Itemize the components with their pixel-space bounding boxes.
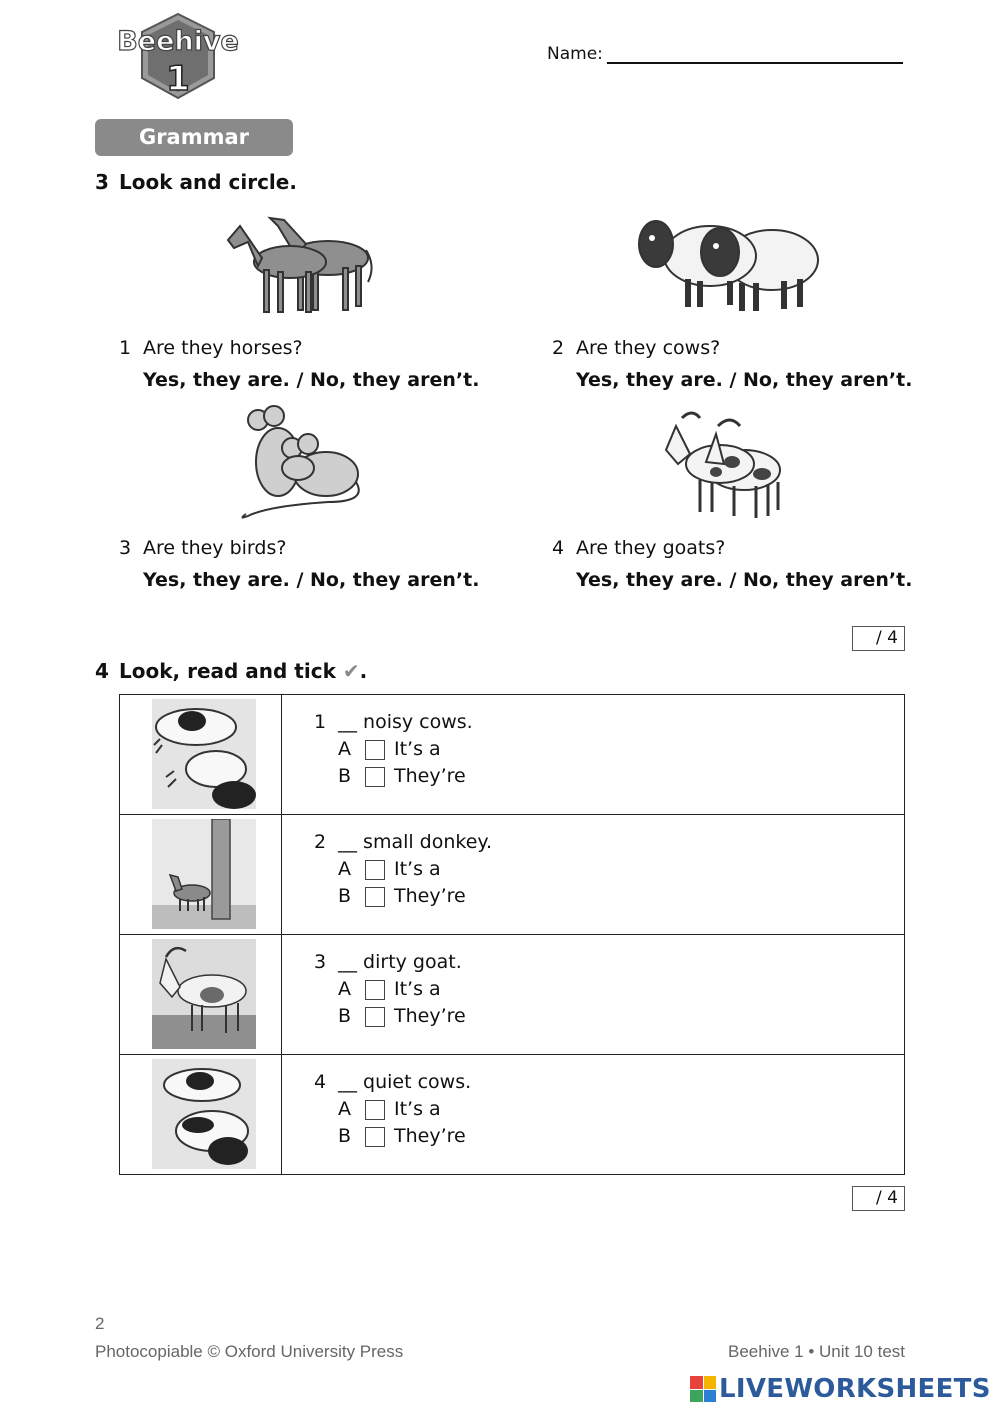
ex3-answer-choices-4[interactable]: Yes, they are. / No, they aren’t. [576,569,913,591]
noisy-cows-picture [152,699,256,809]
row-2-text-cell [282,815,905,935]
donkey-picture [152,819,256,929]
row-1-image-cell [120,695,282,815]
row-2-checkbox-b[interactable] [365,887,385,907]
liveworksheets-wordmark: LIVEWORKSHEETS [719,1374,991,1404]
row-2-sentence: 2 __ small donkey. [314,831,493,853]
exercise-3-title [95,170,297,194]
tick-icon: ✔ [342,659,360,683]
row-3-option-a: A It’s a [338,978,441,1000]
ex3-question-4: 4 Are they goats? [552,537,726,559]
row-4-option-b: B They’re [338,1125,466,1147]
ex3-answer-choices-1[interactable]: Yes, they are. / No, they aren’t. [143,369,480,391]
liveworksheets-logo-icon [690,1376,716,1402]
ex3-answer-choices-2[interactable]: Yes, they are. / No, they aren’t. [576,369,913,391]
beehive-logo [112,12,246,104]
horses-picture [218,208,378,324]
row-2-checkbox-a[interactable] [365,860,385,880]
table-row [120,1055,905,1175]
row-4-option-a: A It’s a [338,1098,441,1120]
exercise-4-instruction: Look, read and tick [119,659,336,683]
table-row [120,815,905,935]
exercise-3-instruction: Look and circle. [119,170,297,194]
ex4-score-box[interactable]: / 4 [852,1186,905,1211]
row-3-sentence: 3 __ dirty goat. [314,951,462,973]
row-2-option-b: B They’re [338,885,466,907]
ex3-answer-choices-3[interactable]: Yes, they are. / No, they aren’t. [143,569,480,591]
exercise-4-title: 4 Look, read and tick ✔. [95,659,368,683]
row-2-image-cell [120,815,282,935]
quiet-cows-picture [152,1059,256,1169]
row-3-checkbox-b[interactable] [365,1007,385,1027]
row-1-option-a: A It’s a [338,738,441,760]
logo-level: 1 [166,59,190,99]
row-1-text-cell [282,695,905,815]
row-3-text-cell [282,935,905,1055]
row-1-checkbox-a[interactable] [365,740,385,760]
row-3-checkbox-a[interactable] [365,980,385,1000]
row-4-text-cell [282,1055,905,1175]
row-4-sentence: 4 __ quiet cows. [314,1071,472,1093]
row-3-image-cell [120,935,282,1055]
ex3-score-box[interactable]: / 4 [852,626,905,651]
section-title: Grammar [95,119,293,156]
ex3-question-1: 1 Are they horses? [119,337,303,359]
row-4-checkbox-b[interactable] [365,1127,385,1147]
goats-picture [660,404,796,528]
row-4-checkbox-a[interactable] [365,1100,385,1120]
exercise-4-number: 4 [95,659,109,683]
row-1-checkbox-b[interactable] [365,767,385,787]
logo-wordmark: Beehive [117,26,239,57]
unit-label: Beehive 1 • Unit 10 test [728,1342,905,1361]
row-1-sentence: 1 __ noisy cows. [314,711,473,733]
mice-picture [228,402,368,526]
dirty-goat-picture [152,939,256,1049]
name-label: Name: [547,44,603,64]
ex3-question-3: 3 Are they birds? [119,537,287,559]
exercise-3-number: 3 [95,170,109,194]
copyright-notice: Photocopiable © Oxford University Press [95,1342,404,1361]
tick-table [119,694,905,1175]
ex3-question-2: 2 Are they cows? [552,337,721,359]
row-3-option-b: B They’re [338,1005,466,1027]
row-1-option-b: B They’re [338,765,466,787]
name-input-line[interactable] [607,62,903,64]
row-4-image-cell [120,1055,282,1175]
row-2-option-a: A It’s a [338,858,441,880]
liveworksheets-brand [690,1374,991,1404]
sheep-picture [632,210,828,320]
table-row [120,695,905,815]
page-number: 2 [95,1314,105,1333]
table-row [120,935,905,1055]
